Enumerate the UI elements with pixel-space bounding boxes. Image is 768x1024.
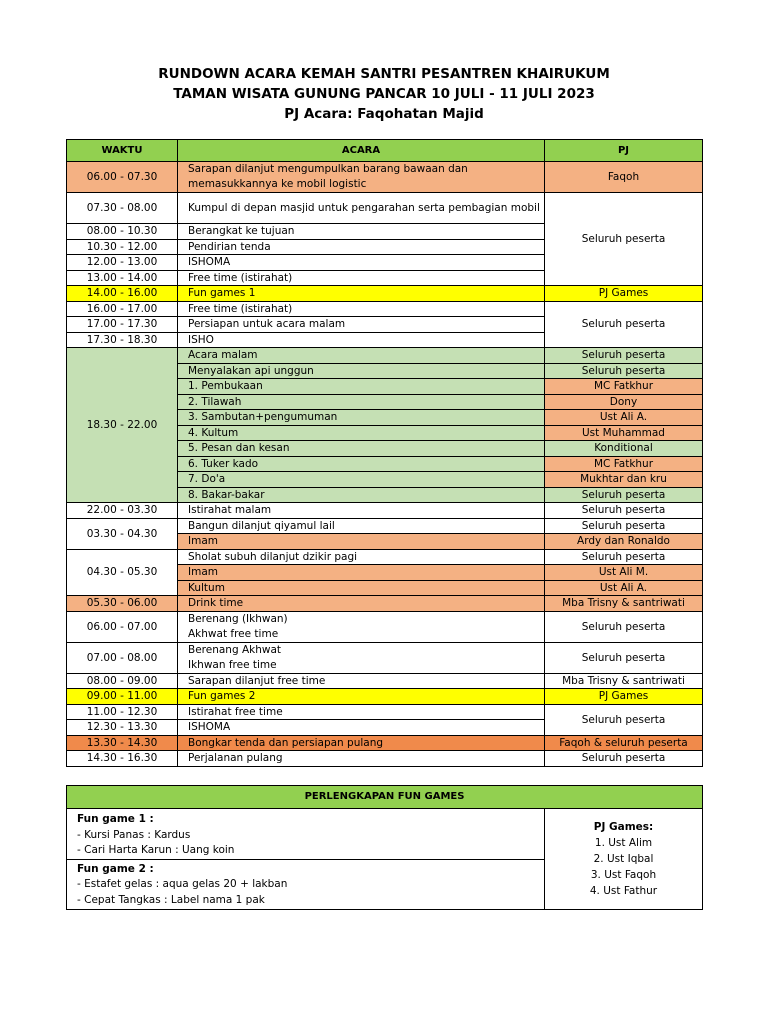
time-cell: 07.00 - 08.00 [67, 642, 178, 673]
time-cell: 12.00 - 13.00 [67, 255, 178, 271]
acara-cell: Sarapan dilanjut mengumpulkan barang bawaan dan memasukkannya ke mobil logistic [178, 162, 545, 193]
fun-game-2-title: Fun game 2 : [77, 862, 154, 875]
acara-cell: Acara malam [178, 348, 545, 364]
time-cell: 10.30 - 12.00 [67, 239, 178, 255]
acara-cell: Kumpul di depan masjid untuk pengarahan serta pembagian mobil [178, 193, 545, 224]
pj-cell: Ardy dan Ronaldo [545, 534, 703, 550]
time-cell: 08.00 - 10.30 [67, 224, 178, 240]
acara-cell [178, 611, 545, 642]
pj-cell: Seluruh peserta [545, 301, 703, 348]
pj-cell: Ust Ali M. [545, 565, 703, 581]
schedule-header-row [67, 140, 703, 162]
perlengkapan-table [66, 785, 703, 910]
acara-cell: Imam [178, 534, 545, 550]
acara-cell: 7. Do'a [178, 472, 545, 488]
list-item: - Estafet gelas : aqua gelas 20 + lakban [77, 878, 288, 890]
acara-line: Ikhwan free time [188, 658, 277, 671]
table-row [67, 301, 703, 317]
list-item: 1. Ust Alim [594, 836, 653, 849]
pj-cell: Mba Trisny & santriwati [545, 673, 703, 689]
header-waktu: WAKTU [67, 140, 178, 162]
doc-title-line1: RUNDOWN ACARA KEMAH SANTRI PESANTREN KHAIRUKUM [158, 66, 610, 82]
fun-game-2-cell [67, 859, 545, 909]
pj-cell: Seluruh peserta [545, 611, 703, 642]
pj-cell: Konditional [545, 441, 703, 457]
table-row [67, 611, 703, 642]
acara-cell: Bangun dilanjut qiyamul lail [178, 518, 545, 534]
table-row [67, 518, 703, 534]
pj-cell: Seluruh peserta [545, 193, 703, 286]
acara-cell: Berangkat ke tujuan [178, 224, 545, 240]
time-cell: 12.30 - 13.30 [67, 720, 178, 736]
acara-cell: Fun games 1 [178, 286, 545, 302]
time-cell: 05.30 - 06.00 [67, 596, 178, 612]
acara-cell: ISHOMA [178, 255, 545, 271]
acara-line: Akhwat free time [188, 627, 279, 640]
pj-cell: Dony [545, 394, 703, 410]
pj-cell: Seluruh peserta [545, 348, 703, 364]
pj-cell: Seluruh peserta [545, 503, 703, 519]
table-row [67, 193, 703, 224]
time-cell: 07.30 - 08.00 [67, 193, 178, 224]
table-row [67, 162, 703, 193]
table-row [67, 689, 703, 705]
pj-cell: Mukhtar dan kru [545, 472, 703, 488]
table-row [67, 704, 703, 720]
table-row [67, 596, 703, 612]
fun-game-1-title: Fun game 1 : [77, 813, 154, 825]
pj-cell: Ust Ali A. [545, 410, 703, 426]
list-item: 3. Ust Faqoh [590, 868, 657, 881]
time-cell: 11.00 - 12.30 [67, 704, 178, 720]
time-cell: 04.30 - 05.30 [67, 549, 178, 596]
acara-line: Berenang (Ikhwan) [188, 612, 288, 625]
time-cell: 08.00 - 09.00 [67, 673, 178, 689]
time-cell: 06.00 - 07.30 [67, 162, 178, 193]
pj-cell: Faqoh & seluruh peserta [545, 735, 703, 751]
time-cell: 17.30 - 18.30 [67, 332, 178, 348]
acara-cell: 6. Tuker kado [178, 456, 545, 472]
acara-line: Berenang Akhwat [188, 643, 282, 656]
acara-cell: Kultum [178, 580, 545, 596]
time-cell: 03.30 - 04.30 [67, 518, 178, 549]
pj-games-title: PJ Games: [593, 820, 654, 833]
acara-cell: 3. Sambutan+pengumuman [178, 410, 545, 426]
table-row [67, 348, 703, 364]
pj-cell: Seluruh peserta [545, 518, 703, 534]
table-row [67, 735, 703, 751]
acara-cell: Persiapan untuk acara malam [178, 317, 545, 333]
time-cell: 22.00 - 03.30 [67, 503, 178, 519]
acara-cell: Sholat subuh dilanjut dzikir pagi [178, 549, 545, 565]
pj-games-cell [545, 809, 703, 910]
doc-title-line2: TAMAN WISATA GUNUNG PANCAR 10 JULI - 11 JULI 2023 [173, 86, 595, 102]
list-item: - Cari Harta Karun : Uang koin [77, 844, 235, 856]
acara-cell: Fun games 2 [178, 689, 545, 705]
pj-cell: Ust Muhammad [545, 425, 703, 441]
acara-cell: 8. Bakar-bakar [178, 487, 545, 503]
pj-cell: Seluruh peserta [545, 549, 703, 565]
acara-cell [178, 642, 545, 673]
acara-cell: Istirahat free time [178, 704, 545, 720]
time-cell: 18.30 - 22.00 [67, 348, 178, 503]
time-cell: 13.30 - 14.30 [67, 735, 178, 751]
acara-cell: Bongkar tenda dan persiapan pulang [178, 735, 545, 751]
pj-cell: Mba Trisny & santriwati [545, 596, 703, 612]
table-row [67, 809, 703, 860]
acara-cell: Free time (istirahat) [178, 270, 545, 286]
acara-cell: 2. Tilawah [178, 394, 545, 410]
doc-title-line3: PJ Acara: Faqohatan Majid [284, 106, 484, 122]
acara-cell: Istirahat malam [178, 503, 545, 519]
pj-cell: PJ Games [545, 286, 703, 302]
header-pj: PJ [545, 140, 703, 162]
pj-cell: Seluruh peserta [545, 642, 703, 673]
header-acara: ACARA [178, 140, 545, 162]
table-row [67, 751, 703, 767]
acara-cell: Imam [178, 565, 545, 581]
pj-cell: Faqoh [545, 162, 703, 193]
list-item: 4. Ust Fathur [589, 884, 658, 897]
acara-cell: Free time (istirahat) [178, 301, 545, 317]
acara-cell: Perjalanan pulang [178, 751, 545, 767]
acara-cell: ISHO [178, 332, 545, 348]
pj-cell: MC Fatkhur [545, 379, 703, 395]
list-item: - Kursi Panas : Kardus [77, 828, 191, 841]
acara-cell: Pendirian tenda [178, 239, 545, 255]
time-cell: 06.00 - 07.00 [67, 611, 178, 642]
table-row [67, 549, 703, 565]
time-cell: 17.00 - 17.30 [67, 317, 178, 333]
time-cell: 14.30 - 16.30 [67, 751, 178, 767]
acara-cell: 5. Pesan dan kesan [178, 441, 545, 457]
perlengkapan-header: PERLENGKAPAN FUN GAMES [67, 786, 703, 809]
perlengkapan-header-row [67, 786, 703, 809]
pj-cell: Seluruh peserta [545, 751, 703, 767]
acara-cell: Menyalakan api unggun [178, 363, 545, 379]
table-row [67, 642, 703, 673]
table-row [67, 286, 703, 302]
schedule-table [66, 139, 703, 767]
time-cell: 13.00 - 14.00 [67, 270, 178, 286]
pj-cell: Ust Ali A. [545, 580, 703, 596]
acara-cell: Drink time [178, 596, 545, 612]
acara-cell: Sarapan dilanjut free time [178, 673, 545, 689]
list-item: - Cepat Tangkas : Label nama 1 pak [77, 893, 265, 906]
pj-cell: Seluruh peserta [545, 487, 703, 503]
table-row [67, 503, 703, 519]
acara-cell: ISHOMA [178, 720, 545, 736]
pj-cell: Seluruh peserta [545, 363, 703, 379]
acara-cell: 1. Pembukaan [178, 379, 545, 395]
time-cell: 09.00 - 11.00 [67, 689, 178, 705]
fun-game-1-cell [67, 809, 545, 860]
pj-cell: MC Fatkhur [545, 456, 703, 472]
pj-cell: PJ Games [545, 689, 703, 705]
list-item: 2. Ust Iqbal [593, 852, 654, 865]
table-row [67, 673, 703, 689]
acara-cell: 4. Kultum [178, 425, 545, 441]
time-cell: 14.00 - 16.00 [67, 286, 178, 302]
time-cell: 16.00 - 17.00 [67, 301, 178, 317]
pj-cell: Seluruh peserta [545, 704, 703, 735]
